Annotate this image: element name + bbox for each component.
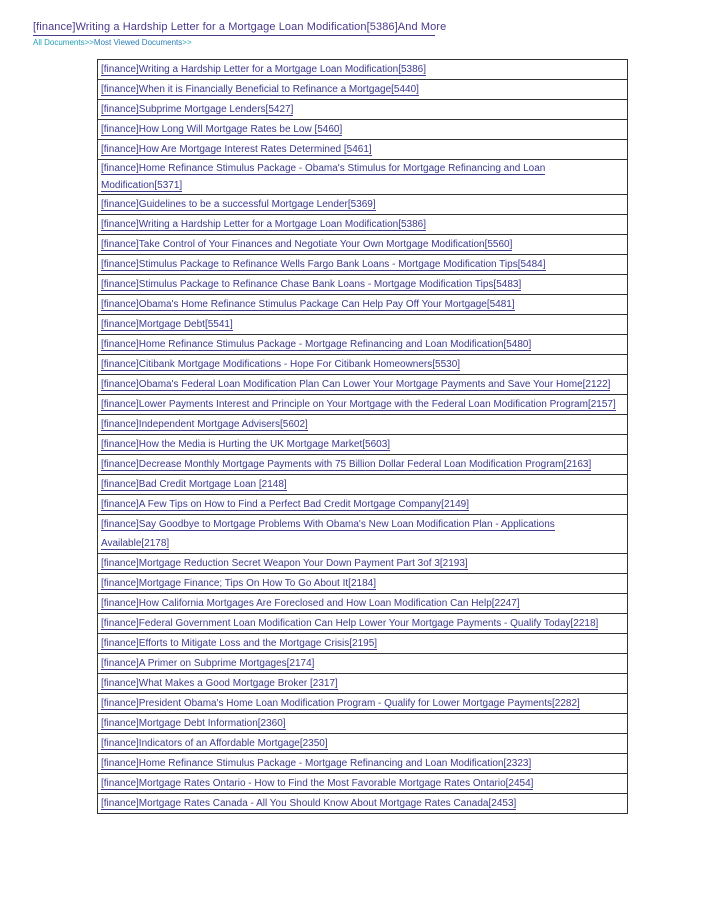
document-cell	[98, 654, 628, 674]
table-row	[98, 315, 628, 335]
document-link[interactable]: [finance]Mortgage Rates Canada - All You Should Know About Mortgage Rates Canada[2453]	[101, 798, 517, 809]
document-cell	[98, 160, 628, 195]
document-link[interactable]: [finance]Obama's Federal Loan Modification Plan Can Lower Your Mortgage Payments and Save Your Home[2122]	[101, 379, 611, 390]
table-row	[98, 120, 628, 140]
document-link[interactable]: [finance]Decrease Monthly Mortgage Payments with 75 Billion Dollar Federal Loan Modification Program[2163]	[101, 459, 592, 470]
document-link[interactable]: [finance]Mortgage Rates Ontario - How to Find the Most Favorable Mortgage Rates Ontario[2454]	[101, 778, 534, 789]
document-link[interactable]: [finance]How Long Will Mortgage Rates be Low [5460]	[101, 124, 343, 135]
table-row	[98, 634, 628, 654]
table-row	[98, 614, 628, 634]
table-row	[98, 375, 628, 395]
document-link[interactable]: [finance]Writing a Hardship Letter for a Mortgage Loan Modification[5386]	[101, 219, 426, 230]
document-cell	[98, 774, 628, 794]
document-link[interactable]: [finance]Mortgage Reduction Secret Weapon Your Down Payment Part 3of 3[2193]	[101, 558, 468, 569]
document-cell	[98, 275, 628, 295]
document-link[interactable]: [finance]A Primer on Subprime Mortgages[2174]	[101, 658, 315, 669]
document-cell	[98, 80, 628, 100]
document-cell	[98, 794, 628, 814]
table-row	[98, 60, 628, 80]
table-row	[98, 215, 628, 235]
document-cell	[98, 415, 628, 435]
document-link[interactable]: [finance]Subprime Mortgage Lenders[5427]	[101, 104, 294, 115]
document-cell	[98, 475, 628, 495]
document-link[interactable]: [finance]Citibank Mortgage Modifications - Hope For Citibank Homeowners[5530]	[101, 359, 461, 370]
document-cell	[98, 335, 628, 355]
document-cell	[98, 140, 628, 160]
document-cell	[98, 255, 628, 275]
document-link[interactable]: [finance]How Are Mortgage Interest Rates Determined [5461]	[101, 144, 372, 155]
table-row	[98, 255, 628, 275]
table-row	[98, 554, 628, 574]
table-row	[98, 140, 628, 160]
document-link[interactable]: [finance]Mortgage Finance; Tips On How To Go About It[2184]	[101, 578, 376, 589]
breadcrumb-most-viewed[interactable]: Most Viewed Documents	[93, 38, 183, 47]
table-row	[98, 794, 628, 814]
document-link[interactable]: [finance]Guidelines to be a successful Mortgage Lender[5369]	[101, 199, 376, 210]
table-row	[98, 435, 628, 455]
document-cell	[98, 315, 628, 335]
document-link[interactable]: [finance]Home Refinance Stimulus Package - Mortgage Refinancing and Loan Modification[2323]	[101, 758, 532, 769]
document-list	[97, 59, 628, 814]
document-cell	[98, 375, 628, 395]
document-link[interactable]: [finance]Indicators of an Affordable Mortgage[2350]	[101, 738, 328, 749]
document-link[interactable]: [finance]Independent Mortgage Advisers[5602]	[101, 419, 308, 430]
document-link[interactable]: [finance]What Makes a Good Mortgage Broker [2317]	[101, 678, 338, 689]
document-cell	[98, 515, 628, 554]
document-link[interactable]: [finance]Stimulus Package to Refinance Chase Bank Loans - Mortgage Modification Tips[5483]	[101, 279, 522, 290]
breadcrumb-all-documents[interactable]: All Documents	[33, 38, 85, 47]
document-link[interactable]: [finance]Mortgage Debt[5541]	[101, 319, 233, 330]
table-row	[98, 395, 628, 415]
document-link[interactable]: [finance]Take Control of Your Finances and Negotiate Your Own Mortgage Modification[5560]	[101, 239, 513, 250]
document-cell	[98, 120, 628, 140]
document-cell	[98, 574, 628, 594]
document-cell	[98, 435, 628, 455]
document-cell	[98, 235, 628, 255]
document-link[interactable]: [finance]A Few Tips on How to Find a Perfect Bad Credit Mortgage Company[2149]	[101, 499, 469, 510]
document-cell	[98, 355, 628, 375]
table-row	[98, 574, 628, 594]
document-link[interactable]: [finance]Home Refinance Stimulus Package - Mortgage Refinancing and Loan Modification[5480]	[101, 339, 532, 350]
table-row	[98, 100, 628, 120]
breadcrumb-trailing-separator: >>	[182, 38, 192, 47]
document-link[interactable]: [finance]Obama's Home Refinance Stimulus Package Can Help Pay Off Your Mortgage[5481]	[101, 299, 515, 310]
document-cell	[98, 614, 628, 634]
table-row	[98, 235, 628, 255]
document-link[interactable]: [finance]Bad Credit Mortgage Loan [2148]	[101, 479, 287, 490]
document-cell	[98, 714, 628, 734]
table-row	[98, 515, 628, 554]
breadcrumb-separator: >>	[84, 38, 94, 47]
table-row	[98, 674, 628, 694]
document-cell	[98, 694, 628, 714]
table-row	[98, 355, 628, 375]
table-row	[98, 734, 628, 754]
page-title: [finance]Writing a Hardship Letter for a Mortgage Loan Modification[5386]And More	[33, 21, 435, 36]
table-row	[98, 335, 628, 355]
document-cell	[98, 554, 628, 574]
document-link[interactable]: [finance]Stimulus Package to Refinance Wells Fargo Bank Loans - Mortgage Modification Tips[5484]	[101, 259, 546, 270]
table-row	[98, 694, 628, 714]
table-row	[98, 275, 628, 295]
table-row	[98, 160, 628, 195]
table-row	[98, 754, 628, 774]
table-row	[98, 714, 628, 734]
table-row	[98, 774, 628, 794]
document-cell	[98, 60, 628, 80]
document-cell	[98, 594, 628, 614]
table-row	[98, 475, 628, 495]
document-link[interactable]: [finance]How California Mortgages Are Foreclosed and How Loan Modification Can Help[2247]	[101, 598, 520, 609]
document-cell	[98, 295, 628, 315]
document-link[interactable]: [finance]Federal Government Loan Modification Can Help Lower Your Mortgage Payments - Qualify Today[2218]	[101, 618, 599, 629]
document-cell	[98, 100, 628, 120]
document-cell	[98, 215, 628, 235]
table-row	[98, 80, 628, 100]
document-cell	[98, 495, 628, 515]
document-link[interactable]: [finance]Writing a Hardship Letter for a Mortgage Loan Modification[5386]	[101, 64, 426, 75]
document-cell	[98, 674, 628, 694]
document-cell	[98, 455, 628, 475]
document-link[interactable]: [finance]Efforts to Mitigate Loss and the Mortgage Crisis[2195]	[101, 638, 378, 649]
document-link[interactable]: [finance]Mortgage Debt Information[2360]	[101, 718, 286, 729]
table-row	[98, 654, 628, 674]
table-row	[98, 455, 628, 475]
table-row	[98, 295, 628, 315]
breadcrumb	[33, 38, 192, 47]
document-cell	[98, 395, 628, 415]
document-link[interactable]: [finance]President Obama's Home Loan Modification Program - Qualify for Lower Mortgage Payments[2282]	[101, 698, 580, 709]
table-row	[98, 495, 628, 515]
document-cell	[98, 634, 628, 654]
table-row	[98, 594, 628, 614]
document-link[interactable]: [finance]How the Media is Hurting the UK Mortgage Market[5603]	[101, 439, 391, 450]
document-cell	[98, 754, 628, 774]
document-cell	[98, 195, 628, 215]
table-row	[98, 415, 628, 435]
table-row	[98, 195, 628, 215]
document-link[interactable]: [finance]Lower Payments Interest and Principle on Your Mortgage with the Federal Loan Modification Program[2157]	[101, 399, 616, 410]
document-link[interactable]: [finance]Home Refinance Stimulus Package - Obama's Stimulus for Mortgage Refinancing and Loan Modification[5371]	[101, 163, 546, 191]
document-cell	[98, 734, 628, 754]
document-link[interactable]: [finance]When it is Financially Beneficial to Refinance a Mortgage[5440]	[101, 84, 419, 95]
document-link[interactable]: [finance]Say Goodbye to Mortgage Problems With Obama's New Loan Modification Plan - Applications Available[2178]	[101, 519, 555, 549]
